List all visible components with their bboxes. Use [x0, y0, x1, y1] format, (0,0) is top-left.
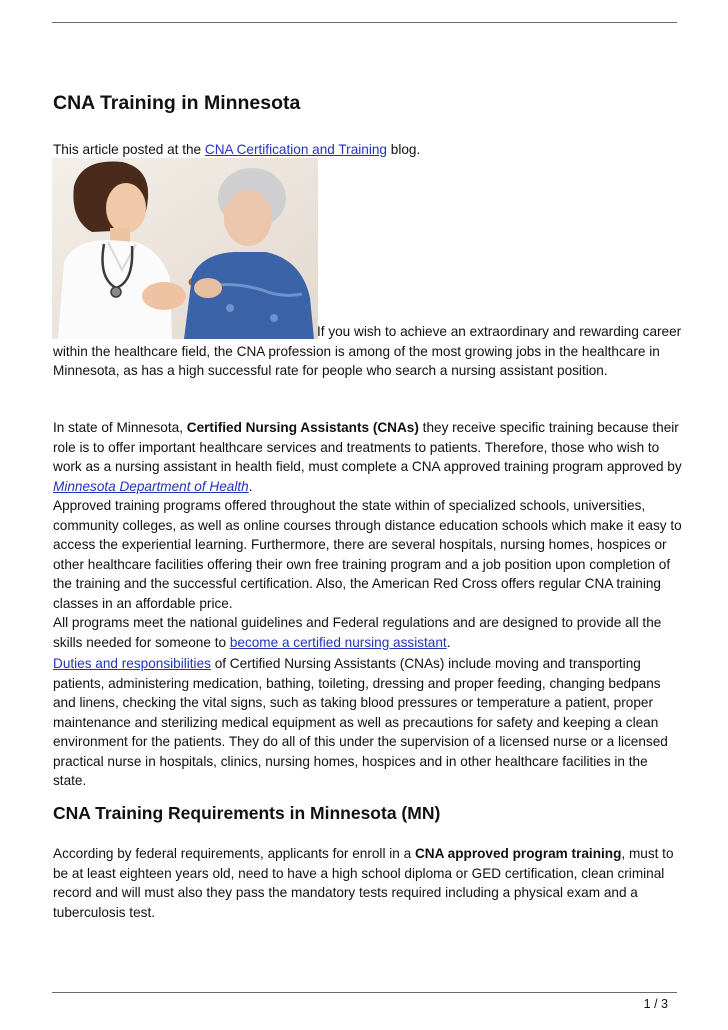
footer-rule	[52, 992, 677, 993]
guidelines-text: All programs meet the national guidelines and Federal regulations and are designed to provide all the skills needed for someone to	[53, 615, 662, 650]
duties-paragraph	[53, 654, 683, 791]
training-text-3: .	[248, 478, 253, 494]
article-title: CNA Training in Minnesota	[53, 92, 301, 114]
training-text-2: they receive specific training because their role is to offer important healthcare services and treatments to patients. Therefore, those who wish to work as a nursing assistant in health field, must complete a CNA approved training program approved by	[53, 420, 682, 474]
byline	[53, 140, 683, 160]
requirements-heading: CNA Training Requirements in Minnesota (MN)	[53, 803, 441, 823]
nurse-patient-illustration	[52, 158, 318, 339]
programs-text: Approved training programs offered throughout the state within of specialized schools, universities, community colleges, as well as online courses through distance education schools which make it easy to access the experiential learning. Furthermore, there are several hospitals, nursing homes, hospices or other healthcare facilities offering their own free training program and a job position upon completion of the training and the successful certification. Also, the American Red Cross offers regular CNA training classes in an affordable price.	[53, 498, 682, 611]
blog-link[interactable]: CNA Certification and Training	[204, 142, 387, 157]
header-rule	[52, 22, 677, 23]
page-number: 1 / 3	[643, 997, 668, 1011]
program-term: CNA approved program training	[414, 846, 622, 861]
guidelines-end: .	[446, 634, 451, 650]
duties-link[interactable]: Duties and responsibilities	[53, 656, 211, 671]
byline-suffix: blog.	[386, 142, 421, 157]
training-text-1: In state of Minnesota,	[53, 420, 187, 435]
become-cna-link[interactable]: become a certified nursing assistant	[229, 634, 447, 650]
nurse-patient-photo	[52, 158, 318, 339]
requirements-paragraph	[53, 844, 683, 922]
requirements-text-2: , must to be at least eighteen years old, need to have a high school diploma or GED certification, clean criminal record and will must also they pass the mandatory tests required including a physical exam and a tuberculosis test.	[53, 846, 674, 920]
byline-prefix: This article posted at the	[53, 142, 205, 157]
training-paragraph	[53, 418, 683, 652]
requirements-text-1: According by federal requirements, applicants for enroll in a	[53, 846, 415, 861]
mdh-link[interactable]: Minnesota Department of Health	[53, 478, 249, 494]
duties-text: of Certified Nursing Assistants (CNAs) include moving and transporting patients, administering medication, bathing, toileting, dressing and proper feeding, changing bedpans and linens, checking the vital signs, such as taking blood pressures or temperature a patient, proper maintenance and sterilizing medical equipment as well as precautions for safety and keeping a clean environment for the patients. They do all of this under the supervision of a licensed nurse or a licensed practical nurse in hospitals, clinics, nursing homes, hospices and in other healthcare facilities in the state.	[53, 656, 668, 788]
cna-term: Certified Nursing Assistants (CNAs)	[186, 420, 419, 435]
intro-paragraph: If you wish to achieve an extraordinary and rewarding career within the healthcare field, the CNA profession is among of the most growing jobs in the healthcare in Minnesota, as has a high successful rate for people who search a nursing assistant position.	[53, 324, 682, 378]
